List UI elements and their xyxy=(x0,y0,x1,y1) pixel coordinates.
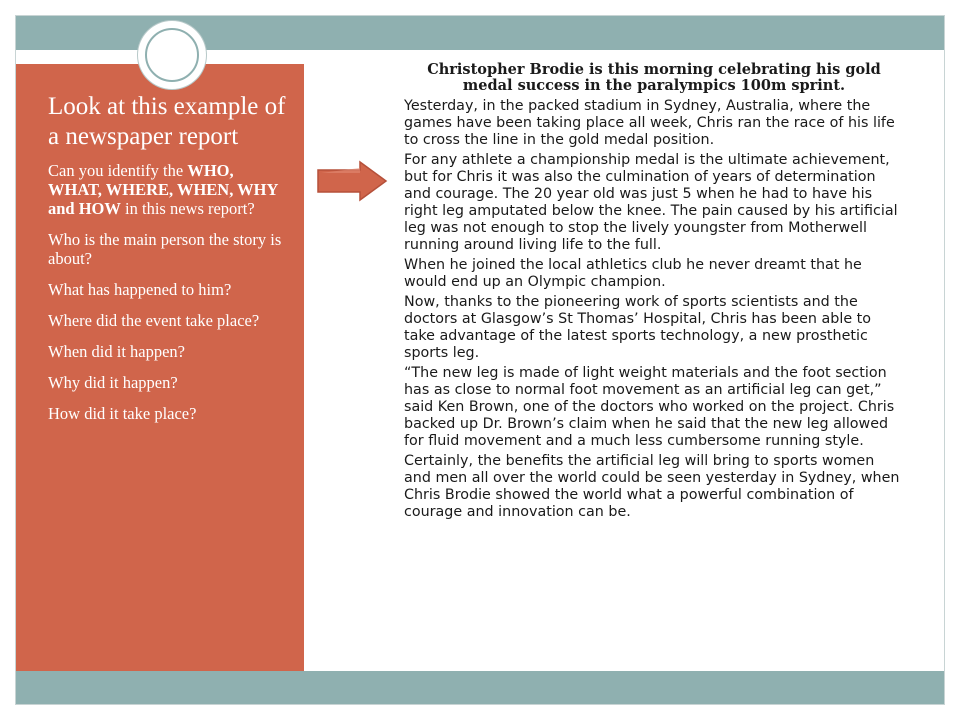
circle-ornament-inner xyxy=(145,28,199,82)
question-how: How did it take place? xyxy=(48,403,197,423)
question-where: Where did the event take place? xyxy=(48,310,260,330)
panel-text xyxy=(48,92,288,436)
question-why: Why did it happen? xyxy=(48,372,178,392)
article-paragraph: “The new leg is made of light weight materials and the foot section has as close to normal foot movement as an artificial leg can get,” said Ken Brown, one of the doctors who worked on the project. Chris backed up Dr. Brown’s claim when he said that the new leg allowed for fluid movement and a much less cumbersome running style. xyxy=(404,365,895,450)
question-identify xyxy=(48,162,288,219)
news-article xyxy=(404,62,904,524)
article-paragraph: When he joined the local athletics club he never dreamt that he would end up an Olympic champion. xyxy=(404,257,862,291)
question-panel xyxy=(16,64,304,671)
question-identify-suffix: in this news report? xyxy=(120,198,255,218)
article-paragraph: Certainly, the benefits the artificial leg will bring to sports women and men all over the world could be seen yesterday in Sydney, when Chris Brodie showed the world what a powerful combination of courage and innovation can be. xyxy=(404,453,900,521)
question-identify-prefix: Can you identify the xyxy=(48,161,188,180)
bottom-band xyxy=(16,671,944,704)
article-headline: Christopher Brodie is this morning celebrating his gold medal success in the paralympics 100m sprint. xyxy=(427,61,881,95)
circle-ornament-icon xyxy=(138,21,206,89)
question-identify-bold: WHO, WHAT, WHERE, WHEN, WHY and HOW xyxy=(48,161,278,218)
arrow-shape xyxy=(318,162,386,200)
panel-title: Look at this example of a newspaper report xyxy=(48,93,286,150)
right-arrow-icon xyxy=(316,160,388,202)
article-paragraph: Now, thanks to the pioneering work of sports scientists and the doctors at Glasgow’s St Thomas’ Hospital, Chris has been able to take advantage of the latest sports technology, a new prosthetic sports leg. xyxy=(404,294,872,362)
article-paragraph: Yesterday, in the packed stadium in Sydney, Australia, where the games have been taking place all week, Chris ran the race of his life to cross the line in the gold medal position. xyxy=(404,98,895,149)
article-paragraph: For any athlete a championship medal is the ultimate achievement, but for Chris it was also the culmination of years of determination and courage. The 20 year old was just 5 when he had to have his right leg amputated below the knee. The pain caused by his artificial leg was not enough to stop the lively youngster from Motherwell running around living life to the full. xyxy=(404,152,898,254)
question-what: What has happened to him? xyxy=(48,279,232,299)
question-when: When did it happen? xyxy=(48,341,185,361)
question-who: Who is the main person the story is about? xyxy=(48,229,282,268)
